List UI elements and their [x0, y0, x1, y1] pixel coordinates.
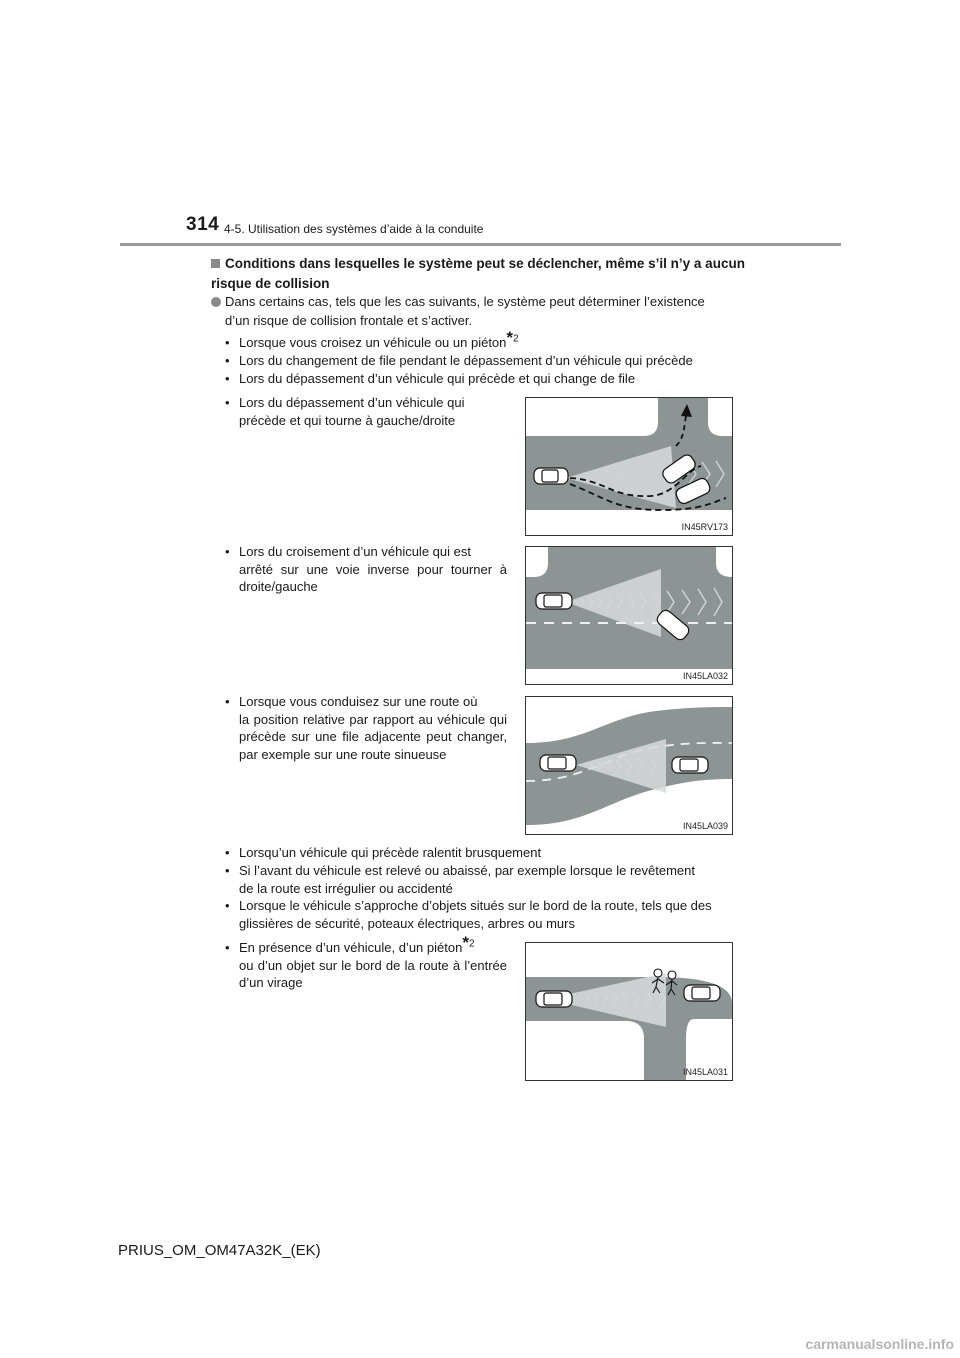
- footnote-ref: 2: [513, 333, 519, 345]
- list-item: • Si l’avant du véhicule est relevé ou abaissé, par exemple lorsque le revêtement de la route est irrégulier ou accidenté: [225, 862, 745, 897]
- list-item: • Lors du croisement d’un véhicule qui est arrêté sur une voie inverse pour tourner à droite/gauche: [225, 544, 507, 594]
- list-item: • Lorsque vous croisez un véhicule ou un piéton*$^2$: [225, 328, 519, 350]
- bullet-text-cont: de la route est irrégulier ou accidenté: [239, 880, 453, 896]
- figure-winding-road: [525, 696, 733, 835]
- intro-line-2: d’un risque de collision frontale et s’activer.: [225, 313, 473, 328]
- bullet-text: Lorsque vous croisez un véhicule ou un piéton: [239, 335, 507, 350]
- figure-overtaking-turning: [525, 397, 733, 536]
- section-heading: [211, 254, 751, 294]
- chapter-title: 4-5. Utilisation des systèmes d’aide à la conduite: [224, 222, 484, 236]
- bullet-text-cont: précède et qui tourne à gauche/droite: [239, 412, 456, 428]
- list-item: • Lors du dépassement d’un véhicule qui précède et qui change de file: [225, 371, 636, 386]
- list-item: • Lorsque vous conduisez sur une route où la position relative par rapport au véhicule qui précède sur une file adjacente peut changer, par exemple sur une route sinueuse: [225, 694, 507, 762]
- figure-oncoming-turning: [525, 546, 733, 685]
- page-number: 314: [186, 214, 220, 235]
- figure-label: IN45LA032: [682, 671, 728, 681]
- intro-line-1: Dans certains cas, tels que les cas suivants, le système peut déterminer l’existence: [225, 294, 705, 309]
- heading-line-2: risque de collision: [211, 276, 330, 291]
- bullet-text: Si l’avant du véhicule est relevé ou abaissé, par exemple lorsque le revêtement: [239, 863, 695, 878]
- figure-label: IN45LA039: [682, 821, 728, 831]
- bullet-text: Lors du changement de file pendant le dépassement d’un véhicule qui précède: [239, 353, 693, 368]
- watermark: carmanualsonline.info: [805, 1336, 954, 1352]
- figure-label: IN45RV173: [681, 522, 728, 532]
- intro-paragraph: [211, 292, 747, 330]
- footnote-ref: 2: [468, 938, 475, 950]
- heading-line-1: Conditions dans lesquelles le système peut se déclencher, même s’il n’y a aucun: [225, 256, 745, 271]
- bullet-text: Lorsque vous conduisez sur une route où: [239, 694, 478, 709]
- bullet-text-cont: arrêté sur une voie inverse pour tourner à droite/gauche: [239, 561, 507, 594]
- list-item: • Lors du changement de file pendant le dépassement d’un véhicule qui précède: [225, 353, 693, 368]
- bullet-text: Lors du dépassement d’un véhicule qui précède et qui change de file: [239, 371, 636, 386]
- bullet-text-cont: la position relative par rapport au véhicule qui précède sur une file adjacente peut changer, par exemple sur une route sinueuse: [239, 711, 507, 762]
- bullet-text: En présence d’un véhicule, d’un piéton: [239, 940, 463, 955]
- bullet-text: Lors du dépassement d’un véhicule qui: [239, 395, 465, 410]
- bullet-text: Lorsque le véhicule s’approche d’objets situés sur le bord de la route, tels que des: [239, 898, 712, 913]
- list-item: • Lors du dépassement d’un véhicule qui précède et qui tourne à gauche/droite: [225, 394, 507, 429]
- figure-label: IN45LA031: [682, 1067, 728, 1077]
- asterisk-note-icon: *: [506, 328, 514, 347]
- list-item: • Lorsque le véhicule s’approche d’objets situés sur le bord de la route, tels que des glissières de sécurité, poteaux électriques, arbres ou murs: [225, 897, 745, 932]
- list-item: • Lorsqu’un véhicule qui précède ralentit brusquement: [225, 845, 542, 860]
- document-code: PRIUS_OM_OM47A32K_(EK): [118, 1242, 321, 1259]
- bullet-text-cont: ou d’un objet sur le bord de la route à l’entrée d’un virage: [239, 957, 507, 990]
- circle-bullet-icon: [211, 297, 221, 307]
- bullet-text: Lorsqu’un véhicule qui précède ralentit brusquement: [239, 845, 542, 860]
- header-rule: [120, 243, 841, 246]
- figure-curve-entry: [525, 942, 733, 1081]
- list-item: • En présence d’un véhicule, d’un piéton*$^2$ ou d’un objet sur le bord de la route à l’entrée d’un virage: [225, 933, 507, 990]
- bullet-text: Lors du croisement d’un véhicule qui est: [239, 544, 471, 559]
- square-bullet-icon: [211, 259, 220, 268]
- asterisk-note-icon: *: [462, 933, 469, 952]
- bullet-text-cont: glissières de sécurité, poteaux électriques, arbres ou murs: [239, 915, 575, 931]
